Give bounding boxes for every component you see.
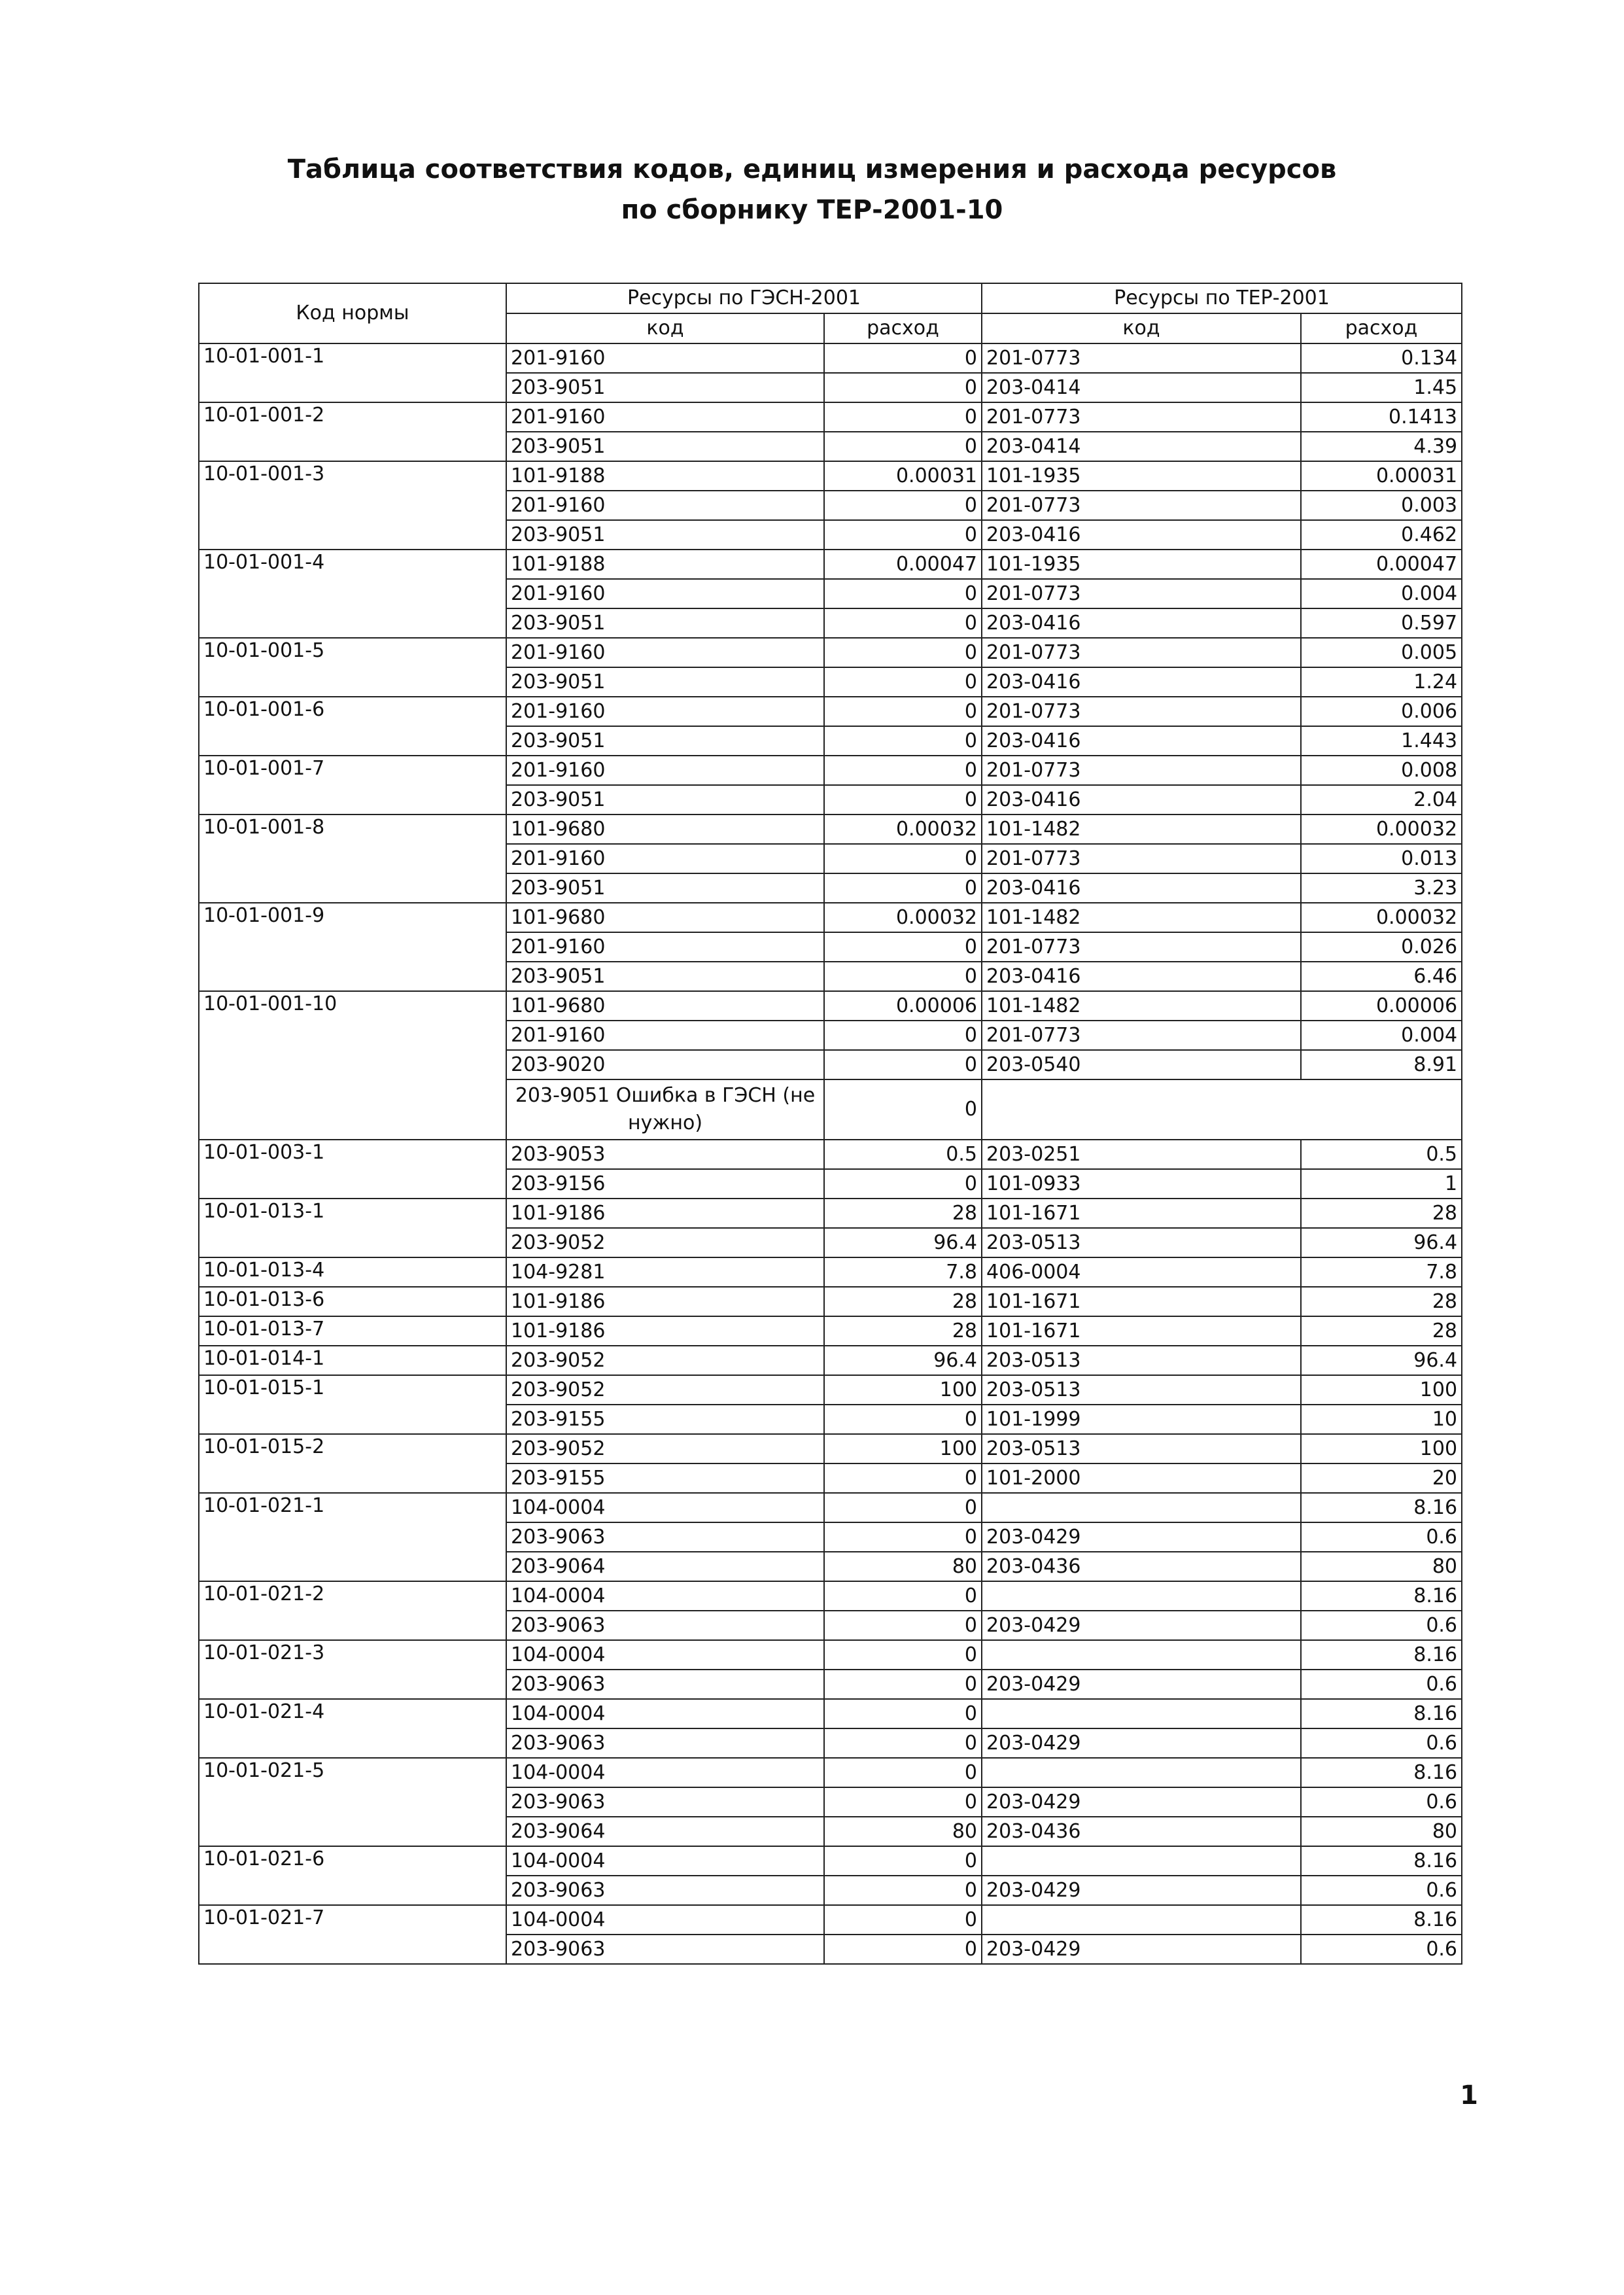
ter-code-cell (982, 1758, 1301, 1787)
ter-rate-cell: 8.16 (1301, 1640, 1462, 1670)
table-row (199, 1640, 1462, 1670)
gesn-rate-cell: 0 (824, 1581, 982, 1611)
gesn-rate-cell: 0 (824, 1670, 982, 1699)
norm-code-cell: 10-01-021-2 (199, 1581, 506, 1640)
norm-code-cell: 10-01-001-1 (199, 343, 506, 402)
norm-code-cell: 10-01-021-4 (199, 1699, 506, 1758)
gesn-code-cell: 201-9160 (506, 697, 824, 726)
ter-rate-cell: 6.46 (1301, 962, 1462, 991)
gesn-code-cell: 101-9186 (506, 1199, 824, 1228)
gesn-code-cell: 203-9051 (506, 667, 824, 697)
norm-code-cell: 10-01-001-7 (199, 756, 506, 815)
norm-code-cell: 10-01-001-10 (199, 991, 506, 1140)
ter-rate-cell: 0.6 (1301, 1522, 1462, 1552)
gesn-rate-cell: 0 (824, 1699, 982, 1728)
ter-code-cell: 101-1482 (982, 991, 1301, 1021)
gesn-rate-cell: 0.00032 (824, 903, 982, 932)
norm-code-cell: 10-01-013-1 (199, 1199, 506, 1257)
gesn-rate-cell: 0 (824, 579, 982, 608)
gesn-rate-cell: 0.5 (824, 1140, 982, 1169)
ter-code-cell (982, 1640, 1301, 1670)
table-row (199, 1905, 1462, 1935)
ter-code-cell: 101-1935 (982, 550, 1301, 579)
norm-code-cell: 10-01-021-1 (199, 1493, 506, 1581)
norm-code-cell: 10-01-001-2 (199, 402, 506, 461)
ter-rate-cell: 0.6 (1301, 1787, 1462, 1817)
gesn-code-cell: 203-9053 (506, 1140, 824, 1169)
gesn-code-cell: 101-9680 (506, 815, 824, 844)
gesn-code-cell: 203-9051 (506, 785, 824, 815)
ter-rate-cell: 0.00006 (1301, 991, 1462, 1021)
gesn-code-cell: 104-0004 (506, 1846, 824, 1876)
gesn-rate-cell: 0 (824, 491, 982, 520)
gesn-rate-cell: 28 (824, 1287, 982, 1316)
ter-rate-cell: 100 (1301, 1434, 1462, 1463)
ter-code-cell: 203-0429 (982, 1787, 1301, 1817)
gesn-rate-cell: 28 (824, 1316, 982, 1346)
table-row (199, 461, 1462, 491)
ter-rate-cell: 8.16 (1301, 1758, 1462, 1787)
gesn-code-cell: 203-9064 (506, 1817, 824, 1846)
ter-code-cell: 203-0429 (982, 1522, 1301, 1552)
ter-rate-cell: 0.1413 (1301, 402, 1462, 432)
ter-code-cell: 203-0416 (982, 873, 1301, 903)
norm-code-cell: 10-01-021-6 (199, 1846, 506, 1905)
norm-code-cell: 10-01-013-4 (199, 1257, 506, 1287)
gesn-code-cell: 203-9064 (506, 1552, 824, 1581)
ter-code-cell: 101-1482 (982, 815, 1301, 844)
gesn-code-cell: 101-9680 (506, 991, 824, 1021)
gesn-code-cell: 203-9063 (506, 1787, 824, 1817)
ter-code-cell: 101-1671 (982, 1287, 1301, 1316)
gesn-rate-cell: 0 (824, 1787, 982, 1817)
ter-rate-cell: 1.443 (1301, 726, 1462, 756)
ter-code-cell: 201-0773 (982, 343, 1301, 373)
ter-code-cell: 203-0414 (982, 432, 1301, 461)
table-row (199, 991, 1462, 1021)
gesn-code-cell: 203-9063 (506, 1611, 824, 1640)
gesn-code-cell: 201-9160 (506, 756, 824, 785)
page-number: 1 (1460, 2080, 1478, 2111)
gesn-rate-cell: 0 (824, 1079, 982, 1140)
title-line-1: Таблица соответствия кодов, единиц измерения и расхода ресурсов (287, 154, 1337, 184)
table-row (199, 1316, 1462, 1346)
ter-code-cell: 203-0513 (982, 1375, 1301, 1405)
gesn-rate-cell: 0.00006 (824, 991, 982, 1021)
gesn-rate-cell: 96.4 (824, 1228, 982, 1257)
gesn-rate-cell: 0 (824, 932, 982, 962)
ter-rate-cell: 2.04 (1301, 785, 1462, 815)
ter-code-cell: 101-2000 (982, 1463, 1301, 1493)
norm-code-cell: 10-01-015-1 (199, 1375, 506, 1434)
ter-code-cell: 406-0004 (982, 1257, 1301, 1287)
gesn-code-cell: 203-9020 (506, 1050, 824, 1079)
table-row (199, 756, 1462, 785)
ter-code-cell: 201-0773 (982, 491, 1301, 520)
ter-rate-cell: 0.026 (1301, 932, 1462, 962)
ter-rate-cell: 0.6 (1301, 1935, 1462, 1964)
table-row (199, 903, 1462, 932)
table-header-row-1 (199, 283, 1462, 313)
gesn-rate-cell: 0 (824, 343, 982, 373)
gesn-rate-cell: 100 (824, 1375, 982, 1405)
gesn-code-cell: 201-9160 (506, 402, 824, 432)
gesn-rate-cell: 0 (824, 1905, 982, 1935)
gesn-code-cell: 104-0004 (506, 1699, 824, 1728)
table-row (199, 1287, 1462, 1316)
table-row (199, 1346, 1462, 1375)
norm-code-cell: 10-01-001-9 (199, 903, 506, 991)
gesn-code-cell: 203-9063 (506, 1728, 824, 1758)
ter-rate-cell: 8.16 (1301, 1699, 1462, 1728)
gesn-code-cell: 203-9156 (506, 1169, 824, 1199)
gesn-code-cell: 101-9188 (506, 550, 824, 579)
ter-rate-cell: 80 (1301, 1552, 1462, 1581)
ter-rate-cell: 28 (1301, 1316, 1462, 1346)
gesn-rate-cell: 0 (824, 756, 982, 785)
ter-code-cell: 101-1935 (982, 461, 1301, 491)
ter-code-cell: 201-0773 (982, 697, 1301, 726)
gesn-rate-cell: 0 (824, 1876, 982, 1905)
ter-rate-cell: 0.5 (1301, 1140, 1462, 1169)
ter-code-cell: 203-0513 (982, 1434, 1301, 1463)
ter-rate-cell: 3.23 (1301, 873, 1462, 903)
gesn-code-cell: 201-9160 (506, 343, 824, 373)
gesn-rate-cell: 80 (824, 1552, 982, 1581)
gesn-rate-cell: 0 (824, 1935, 982, 1964)
ter-rate-cell: 8.16 (1301, 1493, 1462, 1522)
header-ter-rate: расход (1301, 313, 1462, 343)
gesn-rate-cell: 0 (824, 697, 982, 726)
ter-rate-cell: 0.6 (1301, 1876, 1462, 1905)
table-row (199, 1846, 1462, 1876)
gesn-rate-cell: 0 (824, 1758, 982, 1787)
ter-code-cell: 203-0429 (982, 1935, 1301, 1964)
empty-ter-cell (982, 1079, 1462, 1140)
ter-code-cell: 203-0429 (982, 1670, 1301, 1699)
ter-code-cell: 201-0773 (982, 579, 1301, 608)
gesn-rate-cell: 0 (824, 1522, 982, 1552)
ter-code-cell: 203-0436 (982, 1552, 1301, 1581)
header-code-norm: Код нормы (199, 283, 506, 343)
ter-code-cell: 201-0773 (982, 756, 1301, 785)
table-row (199, 1375, 1462, 1405)
gesn-code-cell: 203-9051 (506, 873, 824, 903)
norm-code-cell: 10-01-013-6 (199, 1287, 506, 1316)
table-row (199, 550, 1462, 579)
ter-code-cell (982, 1846, 1301, 1876)
ter-code-cell: 203-0416 (982, 785, 1301, 815)
ter-rate-cell: 10 (1301, 1405, 1462, 1434)
gesn-code-cell: 203-9155 (506, 1463, 824, 1493)
ter-rate-cell: 7.8 (1301, 1257, 1462, 1287)
gesn-rate-cell: 0 (824, 1728, 982, 1758)
gesn-code-cell: 104-0004 (506, 1493, 824, 1522)
gesn-rate-cell: 0 (824, 785, 982, 815)
ter-rate-cell: 4.39 (1301, 432, 1462, 461)
gesn-rate-cell: 0 (824, 608, 982, 638)
ter-code-cell: 203-0436 (982, 1817, 1301, 1846)
ter-rate-cell: 0.00032 (1301, 815, 1462, 844)
norm-code-cell: 10-01-001-3 (199, 461, 506, 550)
ter-rate-cell: 1.45 (1301, 373, 1462, 402)
ter-code-cell: 203-0513 (982, 1346, 1301, 1375)
norm-code-cell: 10-01-001-5 (199, 638, 506, 697)
norm-code-cell: 10-01-013-7 (199, 1316, 506, 1346)
norm-code-cell: 10-01-001-4 (199, 550, 506, 638)
gesn-code-note-cell: 203-9051 Ошибка в ГЭСН (не нужно) (506, 1079, 824, 1140)
ter-code-cell: 201-0773 (982, 402, 1301, 432)
table-row (199, 638, 1462, 667)
table-row (199, 1257, 1462, 1287)
gesn-code-cell: 203-9051 (506, 962, 824, 991)
gesn-rate-cell: 0 (824, 1640, 982, 1670)
gesn-rate-cell: 0 (824, 1493, 982, 1522)
ter-rate-cell: 0.6 (1301, 1611, 1462, 1640)
gesn-code-cell: 201-9160 (506, 638, 824, 667)
gesn-rate-cell: 0 (824, 1405, 982, 1434)
gesn-code-cell: 203-9052 (506, 1346, 824, 1375)
ter-code-cell: 203-0251 (982, 1140, 1301, 1169)
ter-rate-cell: 8.16 (1301, 1581, 1462, 1611)
ter-code-cell: 201-0773 (982, 932, 1301, 962)
gesn-rate-cell: 0 (824, 726, 982, 756)
gesn-rate-cell: 0 (824, 1611, 982, 1640)
ter-rate-cell: 96.4 (1301, 1228, 1462, 1257)
ter-code-cell: 203-0416 (982, 962, 1301, 991)
gesn-code-cell: 104-0004 (506, 1905, 824, 1935)
gesn-rate-cell: 7.8 (824, 1257, 982, 1287)
table-row (199, 1199, 1462, 1228)
ter-code-cell (982, 1493, 1301, 1522)
ter-code-cell: 203-0416 (982, 608, 1301, 638)
gesn-rate-cell: 0 (824, 844, 982, 873)
gesn-code-cell: 203-9052 (506, 1375, 824, 1405)
gesn-rate-cell: 0 (824, 962, 982, 991)
gesn-code-cell: 101-9188 (506, 461, 824, 491)
ter-rate-cell: 80 (1301, 1817, 1462, 1846)
ter-rate-cell: 0.004 (1301, 1021, 1462, 1050)
ter-code-cell: 203-0416 (982, 667, 1301, 697)
ter-code-cell: 201-0773 (982, 1021, 1301, 1050)
gesn-rate-cell: 0 (824, 520, 982, 550)
ter-code-cell: 101-1671 (982, 1316, 1301, 1346)
ter-rate-cell: 0.6 (1301, 1728, 1462, 1758)
table-row (199, 1493, 1462, 1522)
ter-code-cell: 101-1999 (982, 1405, 1301, 1434)
ter-code-cell: 203-0429 (982, 1876, 1301, 1905)
ter-rate-cell: 20 (1301, 1463, 1462, 1493)
ter-code-cell: 203-0540 (982, 1050, 1301, 1079)
norm-code-cell: 10-01-014-1 (199, 1346, 506, 1375)
gesn-code-cell: 203-9051 (506, 608, 824, 638)
gesn-code-cell: 203-9052 (506, 1434, 824, 1463)
gesn-rate-cell: 0 (824, 638, 982, 667)
gesn-rate-cell: 0 (824, 873, 982, 903)
gesn-code-cell: 201-9160 (506, 491, 824, 520)
table-row (199, 1699, 1462, 1728)
ter-rate-cell: 1 (1301, 1169, 1462, 1199)
norm-code-cell: 10-01-021-5 (199, 1758, 506, 1846)
ter-rate-cell: 0.013 (1301, 844, 1462, 873)
gesn-code-cell: 203-9051 (506, 432, 824, 461)
ter-rate-cell: 0.00031 (1301, 461, 1462, 491)
gesn-code-cell: 203-9051 (506, 373, 824, 402)
ter-rate-cell: 0.597 (1301, 608, 1462, 638)
gesn-code-cell: 101-9186 (506, 1287, 824, 1316)
ter-rate-cell: 0.00047 (1301, 550, 1462, 579)
norm-code-cell: 10-01-003-1 (199, 1140, 506, 1199)
header-ter-group: Ресурсы по ТЕР-2001 (982, 283, 1462, 313)
gesn-rate-cell: 28 (824, 1199, 982, 1228)
ter-code-cell: 203-0416 (982, 520, 1301, 550)
ter-code-cell: 101-1671 (982, 1199, 1301, 1228)
ter-rate-cell: 0.008 (1301, 756, 1462, 785)
gesn-code-cell: 203-9063 (506, 1935, 824, 1964)
table-row (199, 343, 1462, 373)
ter-code-cell: 101-0933 (982, 1169, 1301, 1199)
norm-code-cell: 10-01-015-2 (199, 1434, 506, 1493)
ter-rate-cell: 0.462 (1301, 520, 1462, 550)
gesn-rate-cell: 0 (824, 1169, 982, 1199)
norm-code-cell: 10-01-021-7 (199, 1905, 506, 1964)
ter-rate-cell: 0.004 (1301, 579, 1462, 608)
ter-code-cell (982, 1699, 1301, 1728)
gesn-rate-cell: 0 (824, 432, 982, 461)
gesn-code-cell: 203-9155 (506, 1405, 824, 1434)
gesn-code-cell: 104-9281 (506, 1257, 824, 1287)
table-row (199, 402, 1462, 432)
gesn-rate-cell: 96.4 (824, 1346, 982, 1375)
ter-rate-cell: 0.003 (1301, 491, 1462, 520)
ter-code-cell: 203-0513 (982, 1228, 1301, 1257)
gesn-rate-cell: 0.00032 (824, 815, 982, 844)
gesn-code-cell: 201-9160 (506, 579, 824, 608)
norm-code-cell: 10-01-001-6 (199, 697, 506, 756)
ter-rate-cell: 100 (1301, 1375, 1462, 1405)
gesn-rate-cell: 0 (824, 1463, 982, 1493)
table-row (199, 1434, 1462, 1463)
gesn-rate-cell: 0 (824, 667, 982, 697)
ter-rate-cell: 28 (1301, 1199, 1462, 1228)
resource-mapping-table (198, 283, 1462, 1965)
gesn-code-cell: 104-0004 (506, 1581, 824, 1611)
norm-code-cell: 10-01-021-3 (199, 1640, 506, 1699)
gesn-rate-cell: 0.00047 (824, 550, 982, 579)
title-line-2: по сборнику ТЕР-2001-10 (621, 195, 1003, 225)
ter-rate-cell: 0.134 (1301, 343, 1462, 373)
ter-code-cell: 203-0429 (982, 1728, 1301, 1758)
ter-rate-cell: 96.4 (1301, 1346, 1462, 1375)
gesn-rate-cell: 0 (824, 402, 982, 432)
table-row (199, 1581, 1462, 1611)
header-gesn-rate: расход (824, 313, 982, 343)
ter-rate-cell: 8.91 (1301, 1050, 1462, 1079)
gesn-code-cell: 201-9160 (506, 844, 824, 873)
header-gesn-code: код (506, 313, 824, 343)
table-row (199, 697, 1462, 726)
gesn-code-cell: 203-9063 (506, 1876, 824, 1905)
table-body (199, 343, 1462, 1964)
gesn-code-cell: 101-9680 (506, 903, 824, 932)
gesn-code-cell: 203-9063 (506, 1522, 824, 1552)
ter-rate-cell: 8.16 (1301, 1846, 1462, 1876)
ter-rate-cell: 0.00032 (1301, 903, 1462, 932)
ter-code-cell: 203-0429 (982, 1611, 1301, 1640)
ter-rate-cell: 1.24 (1301, 667, 1462, 697)
gesn-code-cell: 104-0004 (506, 1640, 824, 1670)
table-row (199, 815, 1462, 844)
ter-code-cell: 201-0773 (982, 638, 1301, 667)
ter-rate-cell: 0.005 (1301, 638, 1462, 667)
ter-code-cell: 203-0414 (982, 373, 1301, 402)
gesn-code-cell: 203-9051 (506, 726, 824, 756)
ter-code-cell (982, 1905, 1301, 1935)
document-title (0, 149, 1624, 230)
gesn-rate-cell: 0 (824, 1021, 982, 1050)
ter-rate-cell: 8.16 (1301, 1905, 1462, 1935)
gesn-code-cell: 203-9052 (506, 1228, 824, 1257)
gesn-code-cell: 104-0004 (506, 1758, 824, 1787)
norm-code-cell: 10-01-001-8 (199, 815, 506, 903)
ter-rate-cell: 28 (1301, 1287, 1462, 1316)
ter-code-cell (982, 1581, 1301, 1611)
gesn-rate-cell: 0.00031 (824, 461, 982, 491)
ter-code-cell: 201-0773 (982, 844, 1301, 873)
gesn-rate-cell: 0 (824, 373, 982, 402)
gesn-code-cell: 201-9160 (506, 1021, 824, 1050)
gesn-rate-cell: 0 (824, 1050, 982, 1079)
table-row (199, 1758, 1462, 1787)
gesn-rate-cell: 80 (824, 1817, 982, 1846)
table-row (199, 1140, 1462, 1169)
header-ter-code: код (982, 313, 1301, 343)
gesn-code-cell: 201-9160 (506, 932, 824, 962)
header-gesn-group: Ресурсы по ГЭСН-2001 (506, 283, 982, 313)
ter-code-cell: 203-0416 (982, 726, 1301, 756)
gesn-code-cell: 203-9063 (506, 1670, 824, 1699)
gesn-code-cell: 101-9186 (506, 1316, 824, 1346)
ter-rate-cell: 0.006 (1301, 697, 1462, 726)
gesn-code-cell: 203-9051 (506, 520, 824, 550)
gesn-rate-cell: 100 (824, 1434, 982, 1463)
ter-code-cell: 101-1482 (982, 903, 1301, 932)
ter-rate-cell: 0.6 (1301, 1670, 1462, 1699)
gesn-rate-cell: 0 (824, 1846, 982, 1876)
